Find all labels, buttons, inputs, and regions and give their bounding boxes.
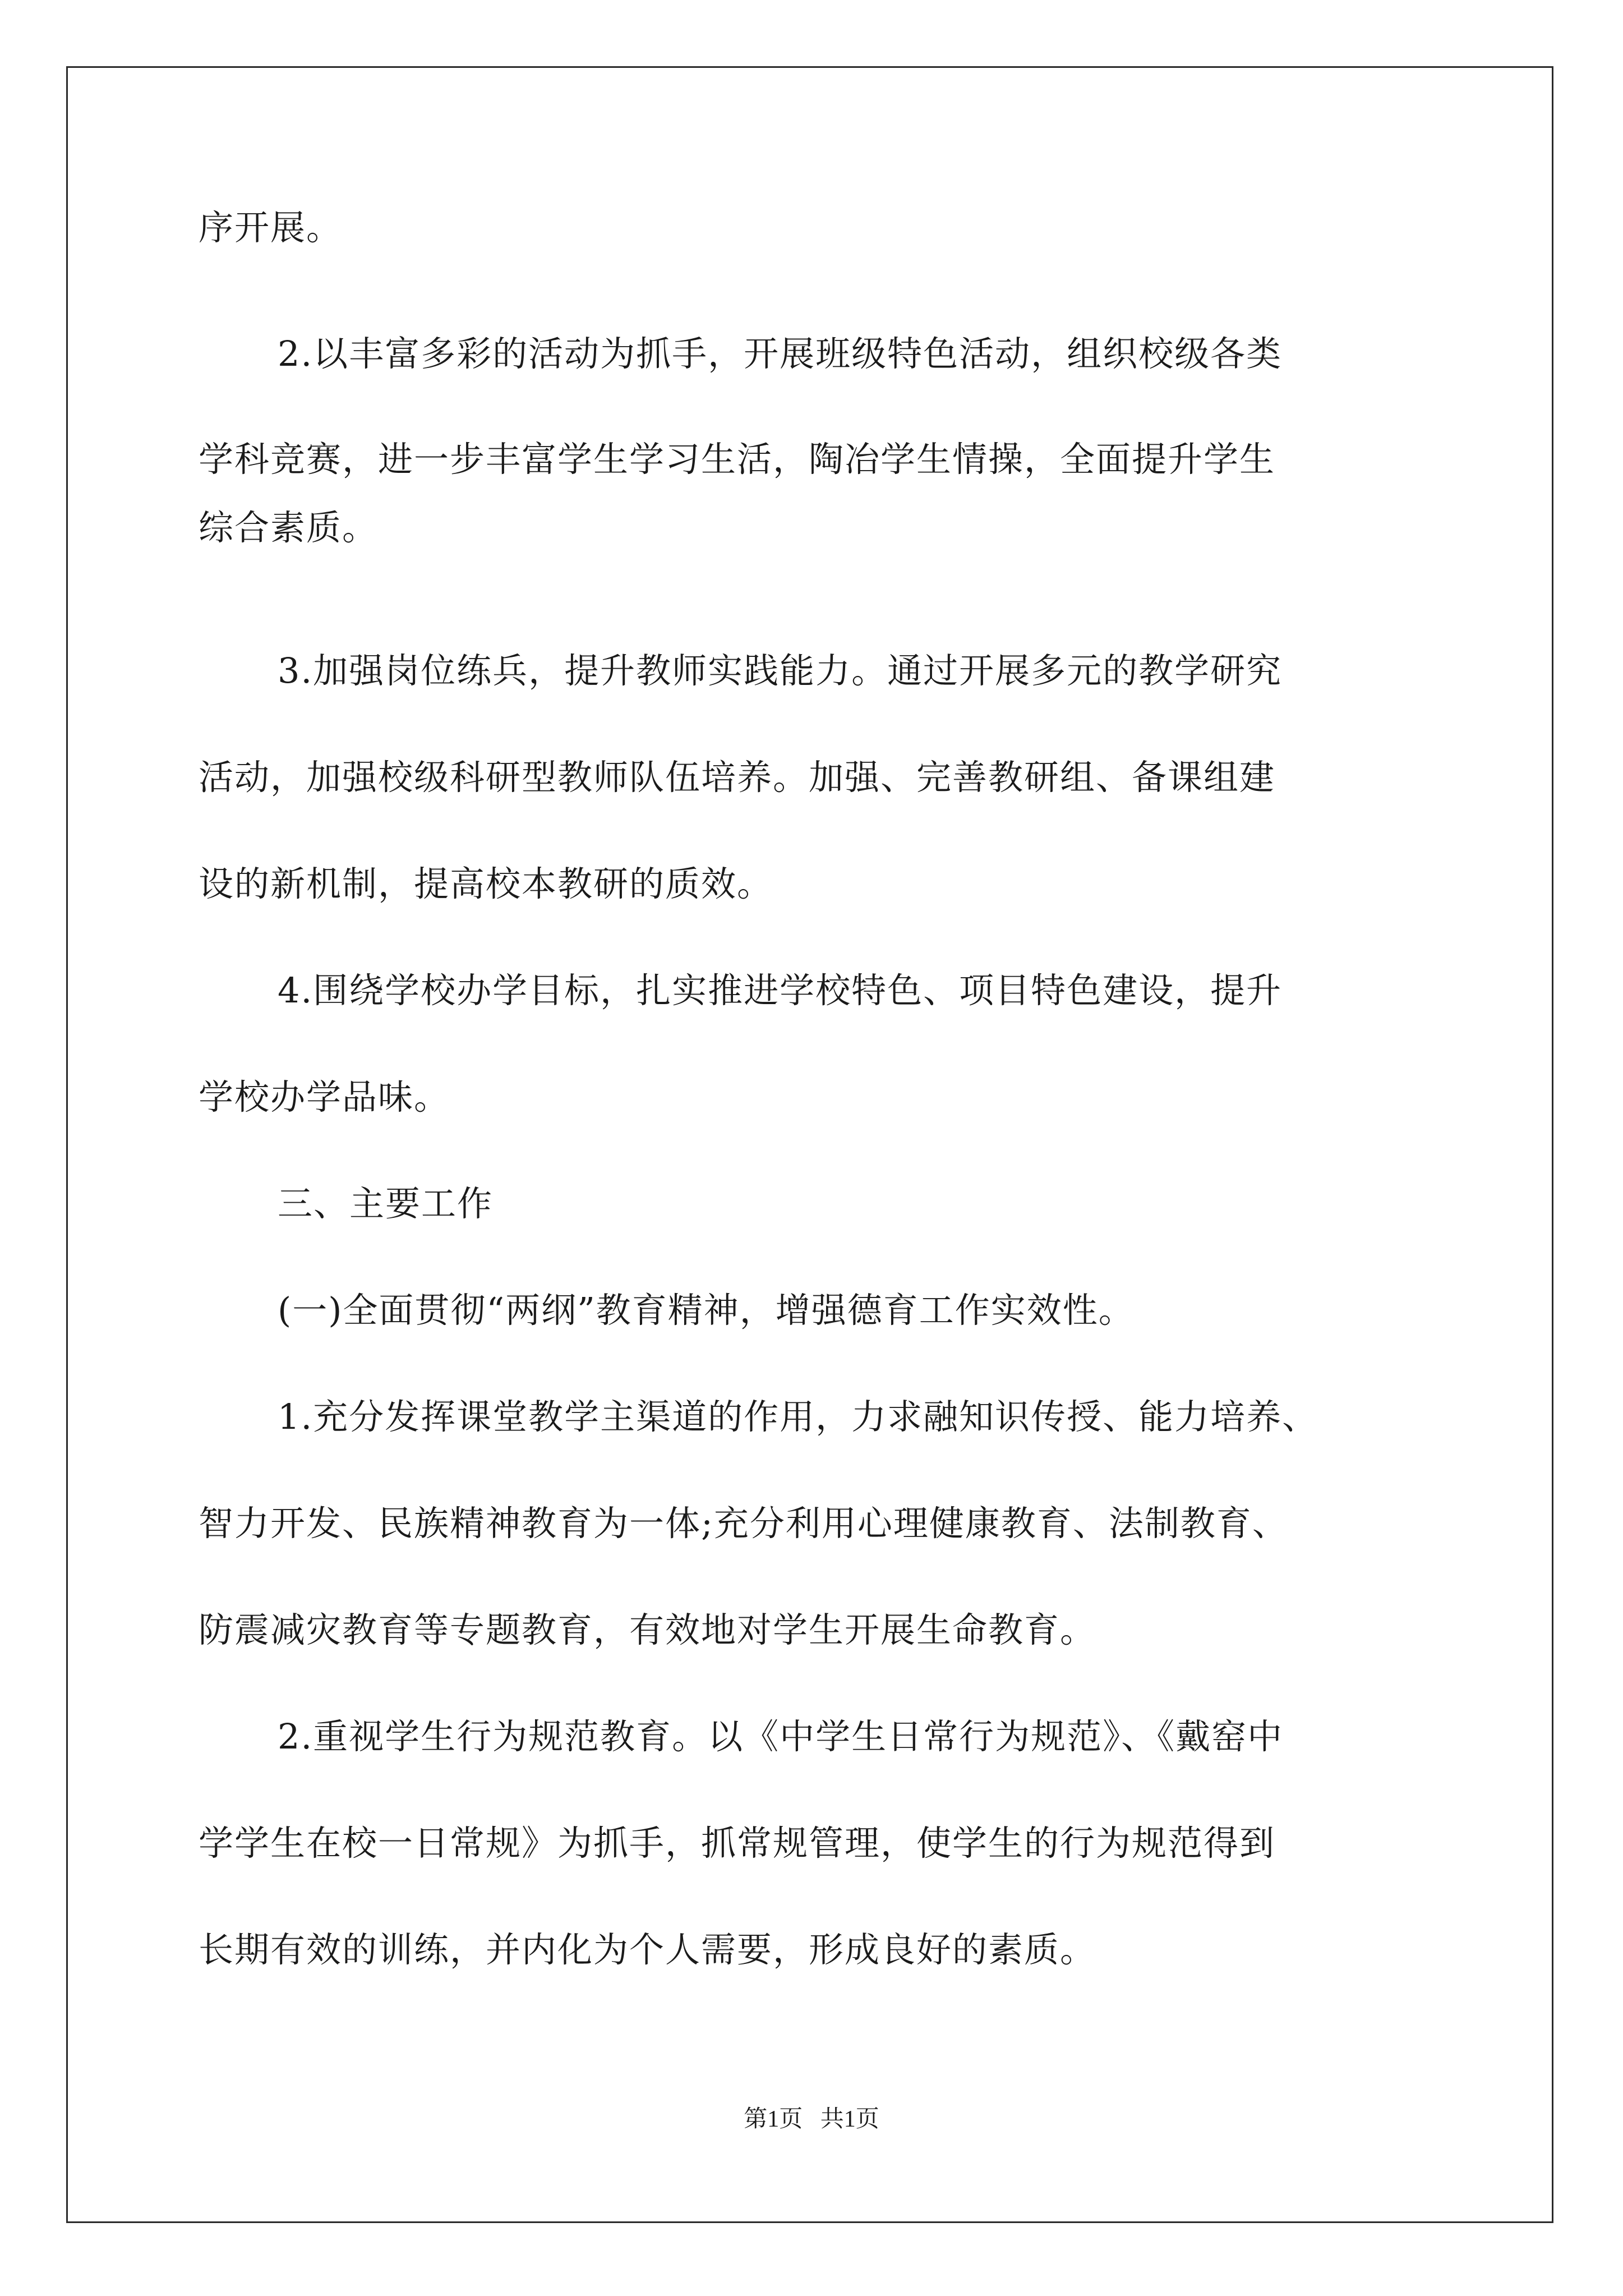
text-line-1: 序开展。 xyxy=(199,207,343,248)
text-line-6: 活动，加强校级科研型教师队伍培养。加强、完善教研组、备课组建 xyxy=(199,757,1276,798)
text-line-13: 智力开发、民族精神教育为一体;充分利用心理健康教育、法制教育、 xyxy=(199,1503,1288,1544)
text-line-2: 2.以丰富多彩的活动为抓手，开展班级特色活动，组织校级各类 xyxy=(278,333,1283,374)
text-line-9: 学校办学品味。 xyxy=(199,1076,450,1117)
section-heading: 三、主要工作 xyxy=(278,1183,494,1224)
subsection-heading: (一)全面贯彻“两纲”教育精神，增强德育工作实效性。 xyxy=(278,1290,1135,1331)
text-line-16: 学学生在校一日常规》为抓手，抓常规管理，使学生的行为规范得到 xyxy=(199,1823,1276,1864)
page-number-footer: 第1页 共1页 xyxy=(744,2106,879,2132)
text-line-8: 4.围绕学校办学目标，扎实推进学校特色、项目特色建设，提升 xyxy=(278,970,1283,1011)
text-line-7: 设的新机制，提高校本教研的质效。 xyxy=(199,863,773,904)
text-line-4: 综合素质。 xyxy=(199,507,379,548)
text-line-12: 1.充分发挥课堂教学主渠道的作用，力求融知识传授、能力培养、 xyxy=(278,1396,1318,1437)
text-line-17: 长期有效的训练，并内化为个人需要，形成良好的素质。 xyxy=(199,1929,1096,1970)
text-line-14: 防震减灾教育等专题教育，有效地对学生开展生命教育。 xyxy=(199,1609,1096,1650)
text-line-3: 学科竞赛，进一步丰富学生学习生活，陶冶学生情操，全面提升学生 xyxy=(199,439,1276,480)
page-border xyxy=(66,66,1553,2223)
text-line-5: 3.加强岗位练兵，提升教师实践能力。通过开展多元的教学研究 xyxy=(278,650,1283,691)
text-line-15: 2.重视学生行为规范教育。以《中学生日常行为规范》、《戴窑中 xyxy=(278,1716,1284,1757)
